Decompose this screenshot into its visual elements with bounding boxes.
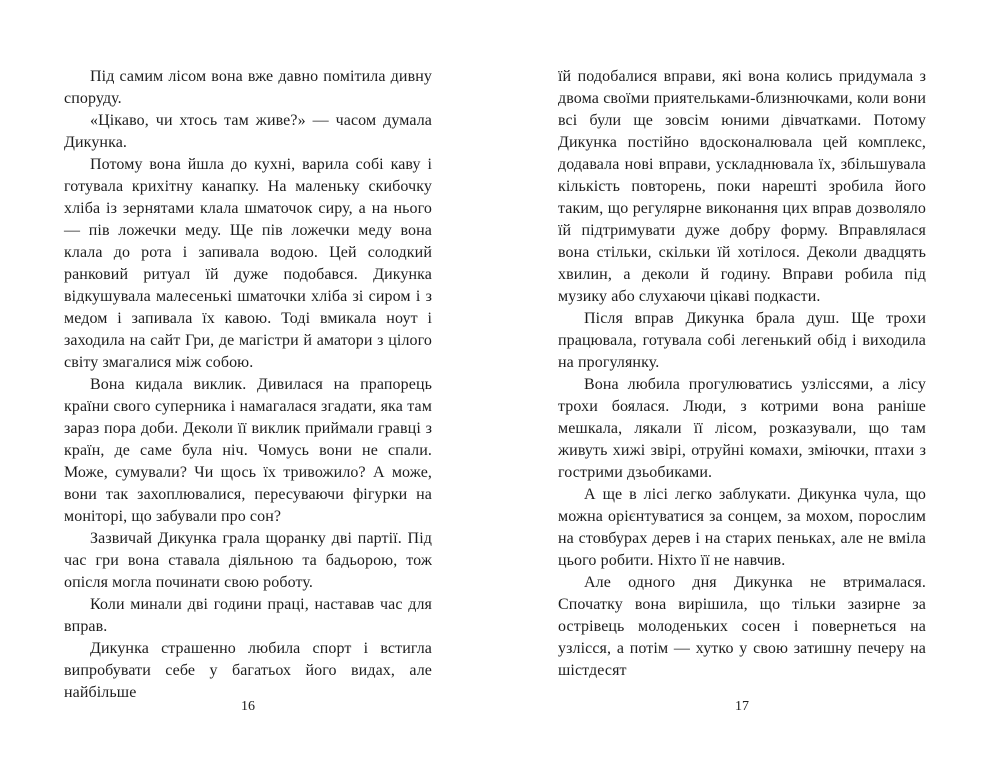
paragraph: Потому вона йшла до кухні, варила собі каву і готувала крихітну канапку. На маленьку скибочку хліба із зернятами клала шматочок сиру, а на нього — пів ложечки меду. Ще пів ложечки меду вона клала до рота і запивала водою. Цей солодкий ранковий ритуал їй дуже подобався. Дикунка відкушувала малесенькі шматочки хліба зі сиром і з медом і запивала їх кавою. Тоді вмикала ноут і заходила на сайт Гри, де магістри й аматори з цілого світу змагалися між собою. bbox=[64, 156, 432, 371]
paragraph: Зазвичай Дикунка грала щоранку дві партії. Під час гри вона ставала діяльною та бадьорою, тож опісля могла починати свою роботу. bbox=[64, 530, 432, 591]
paragraph-continuation: їй подобалися вправи, які вона колись придумала з двома своїми приятельками-близнючками, коли вони всі були ще зовсім юними дівчатками. Потому Дикунка постійно вдосконалювала цей комплекс, додавала нові вправи, ускладнювала їх, збільшувала кількість повторень, поки нарешті зробила його таким, що регулярне виконання цих вправ дозволяло їй підтримувати дуже добру форму. Вправлялася вона стільки, скільки їй хотілося. Деколи двадцять хвилин, а деколи й годину. Вправи робила під музику або слухаючи цікаві подкасти. bbox=[558, 68, 926, 305]
paragraph: А ще в лісі легко заблукати. Дикунка чула, що можна орієнтуватися за сонцем, за мохом, порослим на стовбурах дерев і на старих пеньках, але не вміла цього робити. Ніхто її не навчив. bbox=[558, 486, 926, 569]
paragraph: Дикунка страшенно любила спорт і встигла випробувати себе у багатьох його видах, але найбільше bbox=[64, 640, 432, 701]
page-number-left: 16 bbox=[241, 699, 255, 714]
page-16-text-block bbox=[64, 66, 432, 704]
page-16 bbox=[64, 66, 432, 704]
page-number-right: 17 bbox=[735, 699, 749, 714]
paragraph: Коли минали дві години праці, наставав час для вправ. bbox=[64, 596, 432, 635]
paragraph: Але одного дня Дикунка не втрималася. Спочатку вона вирішила, що тільки зазирне за острівець молоденьких сосен і повернеться на узлісся, а потім — хутко у свою затишну печеру на шістдесят bbox=[558, 574, 926, 679]
page-17 bbox=[558, 66, 926, 682]
paragraph: «Цікаво, чи хтось там живе?» — часом думала Дикунка. bbox=[64, 112, 432, 151]
page-17-text-block bbox=[558, 66, 926, 682]
paragraph: Вона любила прогулюватись узліссями, а лісу трохи боялася. Люди, з котрими вона раніше мешкала, лякали її лісом, розказували, що там живуть хижі звірі, отруйні комахи, зміючки, птахи з гострими дзьобиками. bbox=[558, 376, 926, 481]
paragraph: Під самим лісом вона вже давно помітила дивну споруду. bbox=[64, 68, 432, 107]
paragraph: Вона кидала виклик. Дивилася на прапорець країни свого суперника і намагалася згадати, яка там зараз пора доби. Деколи її виклик приймали гравці з країн, де саме була ніч. Чомусь вони не спали. Може, сумували? Чи щось їх тривожило? А може, вони так захоплювалися, пересуваючи фігурки на моніторі, що забували про сон? bbox=[64, 376, 432, 525]
paragraph: Після вправ Дикунка брала душ. Ще трохи працювала, готувала собі легенький обід і виходила на прогулянку. bbox=[558, 310, 926, 371]
